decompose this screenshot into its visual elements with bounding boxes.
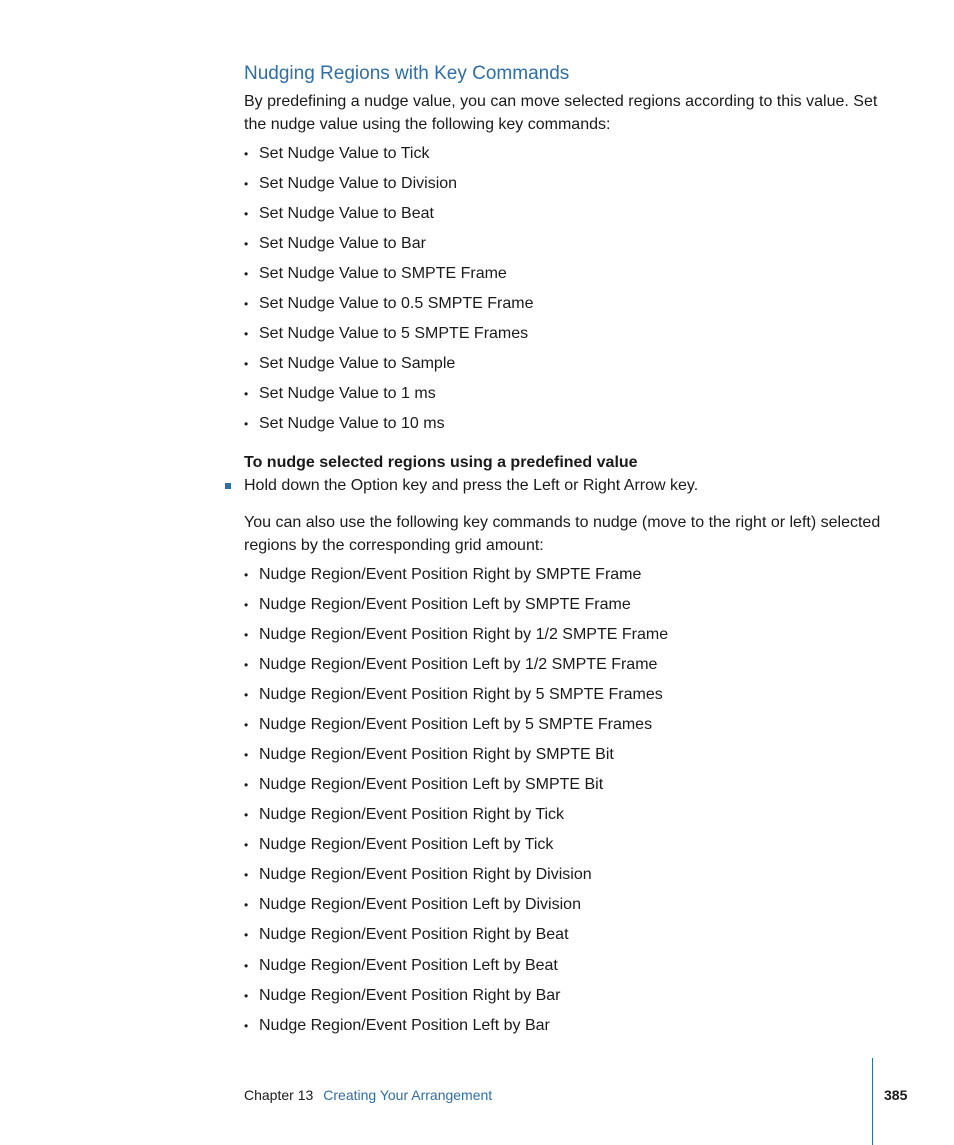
bullet-icon: •	[244, 357, 249, 371]
bullet-icon: •	[244, 267, 249, 281]
list-item-label: Set Nudge Value to Bar	[259, 235, 426, 252]
list-item-label: Nudge Region/Event Position Right by 5 SMPTE Frames	[259, 686, 663, 703]
bullet-icon: •	[244, 628, 249, 642]
list-item-label: Set Nudge Value to 10 ms	[259, 415, 445, 432]
list-item	[244, 804, 884, 834]
list-item	[244, 233, 884, 263]
list-item	[244, 684, 884, 714]
list-item	[244, 924, 884, 954]
bullet-icon: •	[244, 958, 249, 973]
list-item	[244, 383, 884, 413]
section-title: Nudging Regions with Key Commands	[244, 63, 570, 84]
grid-nudge-paragraph: You can also use the following key commands to nudge (move to the right or left) selected regions by the corresponding grid amount:	[244, 514, 881, 554]
bullet-icon: •	[244, 718, 249, 732]
list-item-label: Nudge Region/Event Position Left by 5 SMPTE Frames	[259, 716, 653, 733]
list-item-label: Nudge Region/Event Position Right by 1/2 SMPTE Frame	[259, 626, 669, 643]
list-item-label: Nudge Region/Event Position Right by Bar	[259, 986, 561, 1004]
list-item-label: Nudge Region/Event Position Left by Tick	[259, 836, 554, 854]
bullet-icon: •	[244, 1018, 249, 1033]
list-item	[244, 774, 884, 804]
list-item-label: Nudge Region/Event Position Right by Beat	[259, 926, 569, 944]
step-square-icon	[225, 483, 231, 489]
bullet-icon: •	[244, 808, 249, 823]
bullet-icon: •	[244, 237, 249, 251]
bullet-icon: •	[244, 898, 249, 913]
list-item-label: Nudge Region/Event Position Right by SMPTE Bit	[259, 746, 614, 763]
page-number: 385	[884, 1087, 908, 1103]
task-step-text: Hold down the Option key and press the Left or Right Arrow key.	[244, 477, 699, 494]
bullet-icon: •	[244, 177, 249, 191]
bullet-icon: •	[244, 327, 249, 341]
list-item	[244, 413, 884, 443]
bullet-icon: •	[244, 297, 249, 311]
list-item	[244, 293, 884, 323]
bullet-icon: •	[244, 838, 249, 853]
list-item-label: Nudge Region/Event Position Left by Division	[259, 896, 581, 914]
bullet-icon: •	[244, 868, 249, 883]
page-footer	[244, 1086, 492, 1104]
list-item-label: Nudge Region/Event Position Left by 1/2 SMPTE Frame	[259, 656, 658, 673]
task-title: To nudge selected regions using a predefined value	[244, 454, 638, 471]
footer-divider	[872, 1058, 873, 1145]
task-step	[244, 474, 884, 497]
list-item	[244, 714, 884, 744]
list-item-label: Nudge Region/Event Position Left by Bar	[259, 1016, 550, 1034]
list-item-label: Set Nudge Value to 5 SMPTE Frames	[259, 325, 529, 342]
list-item-label: Nudge Region/Event Position Left by Beat	[259, 956, 558, 974]
list-item	[244, 323, 884, 353]
list-item-label: Set Nudge Value to Beat	[259, 205, 434, 222]
list-item	[244, 834, 884, 864]
bullet-icon: •	[244, 417, 249, 431]
bullet-icon: •	[244, 658, 249, 672]
list-item-label: Set Nudge Value to 0.5 SMPTE Frame	[259, 295, 534, 312]
bullet-icon: •	[244, 207, 249, 221]
list-item	[244, 353, 884, 383]
bullet-icon: •	[244, 568, 249, 582]
list-item-label: Set Nudge Value to 1 ms	[259, 385, 436, 402]
footer-chapter-title: Creating Your Arrangement	[323, 1087, 493, 1103]
list-item	[244, 263, 884, 293]
list-item-label: Nudge Region/Event Position Right by Division	[259, 866, 592, 884]
list-item	[244, 624, 884, 654]
list-item-label: Set Nudge Value to SMPTE Frame	[259, 265, 507, 282]
bullet-icon: •	[244, 988, 249, 1003]
nudge-position-command-list	[244, 564, 884, 1045]
list-item-label: Nudge Region/Event Position Right by Tick	[259, 806, 565, 824]
list-item	[244, 654, 884, 684]
bullet-icon: •	[244, 748, 249, 762]
list-item-label: Nudge Region/Event Position Left by SMPTE Frame	[259, 596, 631, 613]
list-item	[244, 744, 884, 774]
list-item	[244, 1015, 884, 1045]
nudge-value-command-list	[244, 143, 884, 443]
list-item	[244, 955, 884, 985]
bullet-icon: •	[244, 598, 249, 612]
bullet-icon: •	[244, 778, 249, 792]
list-item-label: Set Nudge Value to Division	[259, 175, 458, 192]
list-item	[244, 173, 884, 203]
list-item	[244, 864, 884, 894]
list-item-label: Set Nudge Value to Tick	[259, 145, 430, 162]
bullet-icon: •	[244, 387, 249, 401]
list-item-label: Nudge Region/Event Position Right by SMPTE Frame	[259, 566, 642, 583]
list-item	[244, 564, 884, 594]
list-item	[244, 985, 884, 1015]
bullet-icon: •	[244, 147, 249, 161]
list-item	[244, 594, 884, 624]
list-item-label: Set Nudge Value to Sample	[259, 355, 456, 372]
bullet-icon: •	[244, 928, 249, 943]
footer-chapter: Chapter 13	[244, 1087, 314, 1103]
bullet-icon: •	[244, 688, 249, 702]
list-item	[244, 203, 884, 233]
main-content	[244, 62, 884, 1045]
list-item-label: Nudge Region/Event Position Left by SMPTE Bit	[259, 776, 604, 793]
intro-paragraph: By predefining a nudge value, you can move selected regions according to this value. Set the nudge value using the following key commands:	[244, 93, 878, 133]
list-item	[244, 894, 884, 924]
list-item	[244, 143, 884, 173]
